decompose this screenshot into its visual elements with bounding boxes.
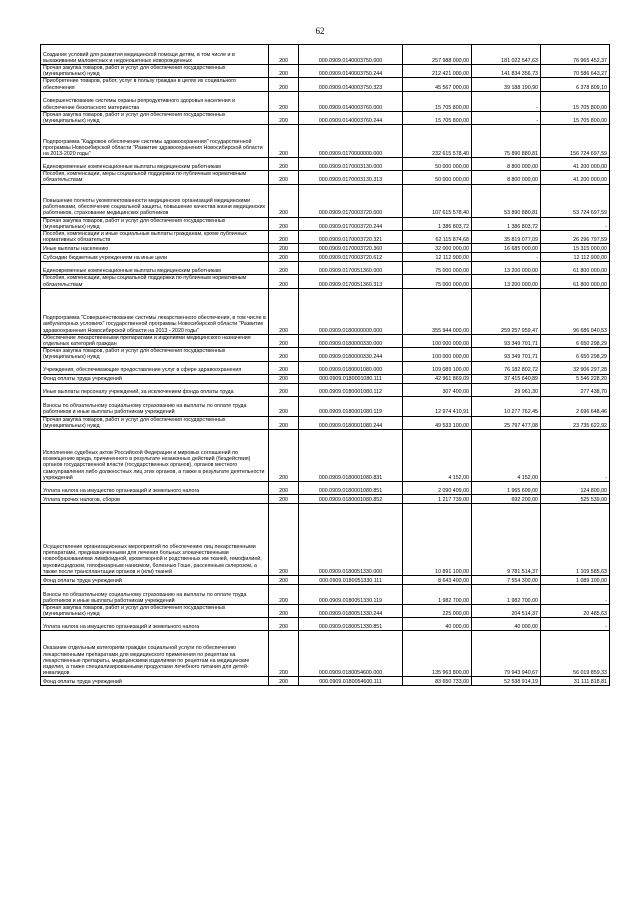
table-row [41, 288, 610, 334]
row-admin-code: 200 [269, 171, 299, 184]
row-admin-code: 200 [269, 78, 299, 91]
row-executed-amount: 75 890 880,81 [472, 125, 541, 158]
row-approved-amount: 212 421 000,00 [403, 65, 472, 78]
row-executed-amount: 13 200 000,00 [472, 275, 541, 288]
row-admin-code: 200 [269, 184, 299, 217]
row-name: Прочая закупка товаров, работ и услуг для обеспечения государственных (муниципальных) нужд [41, 348, 269, 361]
row-classification-code: 000.0909.0170003130.000 [299, 158, 403, 171]
table-row [41, 244, 610, 253]
row-classification-code: 000.0909.0170003720.000 [299, 184, 403, 217]
table-row [41, 677, 610, 686]
row-remaining-amount: 41 200 000,00 [541, 171, 610, 184]
row-remaining-amount: 61 800 000,00 [541, 275, 610, 288]
row-remaining-amount: 6 378 809,10 [541, 78, 610, 91]
row-admin-code: 200 [269, 158, 299, 171]
row-name: Уплата прочих налогов, сборов [41, 495, 269, 504]
row-executed-amount: - [472, 91, 541, 111]
row-classification-code: 000.0909.0180051330.119 [299, 585, 403, 605]
row-classification-code: 000.0909.0180051330.000 [299, 504, 403, 576]
row-classification-code: 000.0909.0170003720.321 [299, 231, 403, 244]
row-admin-code: 200 [269, 288, 299, 334]
table-row [41, 231, 610, 244]
row-approved-amount: 1 982 700,00 [403, 585, 472, 605]
row-classification-code: 000.0909.0180000000.000 [299, 288, 403, 334]
row-name: Оказание отдельным категориям граждан социальной услуги по обеспечению лекарственными препаратами для медицинского применения по рецептам на лекарственные препараты, медицинскими изделиями по рецептам на медицинские изделия, а также специализированными продуктами лечебного питания для детей-инвалидов [41, 631, 269, 677]
row-remaining-amount: 70 586 643,27 [541, 65, 610, 78]
table-row [41, 125, 610, 158]
row-remaining-amount: 31 111 818,81 [541, 677, 610, 686]
row-executed-amount: 93 349 701,71 [472, 334, 541, 347]
row-executed-amount: 79 943 940,67 [472, 631, 541, 677]
row-remaining-amount: 6 650 298,29 [541, 348, 610, 361]
row-approved-amount: 50 000 000,00 [403, 171, 472, 184]
row-remaining-amount: 6 650 298,29 [541, 334, 610, 347]
row-name: Прочая закупка товаров, работ и услуг для обеспечения государственных (муниципальных) нужд [41, 111, 269, 124]
row-remaining-amount: - [541, 585, 610, 605]
row-executed-amount: 8 800 000,00 [472, 158, 541, 171]
row-admin-code: 200 [269, 334, 299, 347]
row-approved-amount: 15 705 800,00 [403, 91, 472, 111]
row-remaining-amount: 26 296 797,59 [541, 231, 610, 244]
row-approved-amount: 75 000 000,00 [403, 275, 472, 288]
row-remaining-amount: 12 112 900,00 [541, 253, 610, 262]
row-remaining-amount: - [541, 217, 610, 230]
row-classification-code: 000.0909.0180001080.112 [299, 383, 403, 396]
row-approved-amount: 49 533 100,00 [403, 416, 472, 429]
row-admin-code: 200 [269, 244, 299, 253]
row-classification-code: 000.0909.0180001080.851 [299, 482, 403, 495]
row-name: Совершенствование системы охраны репродуктивного здоровья населения и обеспечение безопасного материнства [41, 91, 269, 111]
row-executed-amount: 10 277 762,45 [472, 396, 541, 416]
row-classification-code: 000.0909.0170003720.244 [299, 217, 403, 230]
row-executed-amount: 259 257 959,47 [472, 288, 541, 334]
row-admin-code: 200 [269, 504, 299, 576]
row-approved-amount: 83 650 733,00 [403, 677, 472, 686]
row-approved-amount: 225 000,00 [403, 605, 472, 618]
table-row [41, 495, 610, 504]
table-row [41, 576, 610, 585]
row-approved-amount: 40 000,00 [403, 618, 472, 631]
row-name: Осуществление организационных мероприятий по обеспечению лиц лекарственными препаратами, предназначенными для лечения больных злокачественными новообразованиями лимфоидной, кроветворной и родственных им тканей, гемофилией, муковисцидозом, гипофизарным нанизмом, болезнью Гоше, рассеянным склерозом, а также после трансплантации органов и (или) тканей [41, 504, 269, 576]
table-row [41, 361, 610, 374]
row-remaining-amount: 32 906 297,28 [541, 361, 610, 374]
row-classification-code: 000.0909.0180001080.111 [299, 374, 403, 383]
row-approved-amount: 307 400,00 [403, 383, 472, 396]
row-admin-code: 200 [269, 605, 299, 618]
table-row [41, 383, 610, 396]
row-approved-amount: 10 891 100,00 [403, 504, 472, 576]
table-row [41, 184, 610, 217]
row-classification-code: 000.0909.0180000330.000 [299, 334, 403, 347]
row-name: Пособия, компенсации, меры социальной поддержки по публичным нормативным обязательствам [41, 171, 269, 184]
row-name: Взносы по обязательному социальному страхованию на выплаты по оплате труда работников и иные выплаты работникам учреждений [41, 585, 269, 605]
row-name: Уплата налога на имущество организаций и земельного налога [41, 482, 269, 495]
row-executed-amount: - [472, 111, 541, 124]
row-executed-amount: 4 152,00 [472, 430, 541, 482]
row-name: Взносы по обязательному социальному страхованию на выплаты по оплате труда работников и иные выплаты работникам учреждений [41, 396, 269, 416]
row-classification-code: 000.0909.0180000330.244 [299, 348, 403, 361]
row-approved-amount: 2 090 409,00 [403, 482, 472, 495]
row-remaining-amount: 61 800 000,00 [541, 262, 610, 275]
row-classification-code: 000.0909.0180001080.119 [299, 396, 403, 416]
row-executed-amount: 25 797 477,08 [472, 416, 541, 429]
row-approved-amount: 4 152,00 [403, 430, 472, 482]
row-classification-code: 000.0909.0180001080.244 [299, 416, 403, 429]
table-row [41, 253, 610, 262]
row-name: Субсидии бюджетным учреждениям на иные цели [41, 253, 269, 262]
table-row [41, 605, 610, 618]
row-admin-code: 200 [269, 677, 299, 686]
table-row [41, 585, 610, 605]
row-admin-code: 200 [269, 618, 299, 631]
row-remaining-amount: 2 696 648,46 [541, 396, 610, 416]
row-remaining-amount: 124 800,00 [541, 482, 610, 495]
row-approved-amount: 32 000 000,00 [403, 244, 472, 253]
row-remaining-amount: 15 315 000,00 [541, 244, 610, 253]
row-remaining-amount: 156 724 697,59 [541, 125, 610, 158]
row-approved-amount: 232 615 578,40 [403, 125, 472, 158]
row-remaining-amount: 5 546 228,20 [541, 374, 610, 383]
row-executed-amount: 1 965 609,00 [472, 482, 541, 495]
row-admin-code: 200 [269, 383, 299, 396]
row-remaining-amount: 1 089 100,00 [541, 576, 610, 585]
row-admin-code: 200 [269, 253, 299, 262]
row-approved-amount: 15 705 800,00 [403, 111, 472, 124]
row-admin-code: 200 [269, 495, 299, 504]
row-classification-code: 000.0909.0140003750.000 [299, 45, 403, 65]
table-row [41, 631, 610, 677]
row-classification-code: 000.0909.0180051330.111 [299, 576, 403, 585]
row-name: Фонд оплаты труда учреждений [41, 576, 269, 585]
row-classification-code: 000.0909.0170003720.612 [299, 253, 403, 262]
page-number: 62 [315, 26, 325, 36]
row-executed-amount: 53 890 880,81 [472, 184, 541, 217]
row-approved-amount: 100 000 000,00 [403, 334, 472, 347]
row-admin-code: 200 [269, 631, 299, 677]
row-approved-amount: 12 112 900,00 [403, 253, 472, 262]
row-remaining-amount: 41 200 000,00 [541, 158, 610, 171]
row-remaining-amount: - [541, 430, 610, 482]
row-executed-amount: 52 538 914,19 [472, 677, 541, 686]
row-classification-code: 000.0909.0170003720.360 [299, 244, 403, 253]
table-row [41, 396, 610, 416]
row-approved-amount: 62 115 874,68 [403, 231, 472, 244]
table-row [41, 348, 610, 361]
row-executed-amount: 29 961,30 [472, 383, 541, 396]
row-classification-code: 000.0909.0170003130.313 [299, 171, 403, 184]
row-classification-code: 000.0909.0180001080.000 [299, 361, 403, 374]
row-admin-code: 200 [269, 217, 299, 230]
row-remaining-amount: 525 539,00 [541, 495, 610, 504]
row-executed-amount: 204 514,37 [472, 605, 541, 618]
table-row [41, 171, 610, 184]
row-remaining-amount: 15 705 800,00 [541, 111, 610, 124]
row-approved-amount: 42 961 869,09 [403, 374, 472, 383]
row-remaining-amount: 53 724 697,59 [541, 184, 610, 217]
row-executed-amount: 1 982 700,00 [472, 585, 541, 605]
row-admin-code: 200 [269, 576, 299, 585]
row-name: Обеспечение лекарственными препаратами и изделиями медицинского назначения отдельных категорий граждан [41, 334, 269, 347]
row-approved-amount: 257 988 000,00 [403, 45, 472, 65]
row-remaining-amount: 23 735 622,92 [541, 416, 610, 429]
row-executed-amount: 8 800 000,00 [472, 171, 541, 184]
row-classification-code: 000.0909.0170051360.313 [299, 275, 403, 288]
row-name: Приобретение товаров, работ, услуг в пользу граждан в целях их социального обеспечения [41, 78, 269, 91]
row-approved-amount: 45 567 000,00 [403, 78, 472, 91]
row-remaining-amount: 277 438,70 [541, 383, 610, 396]
row-executed-amount: 39 188 190,90 [472, 78, 541, 91]
table-row [41, 374, 610, 383]
row-approved-amount: 50 000 000,00 [403, 158, 472, 171]
row-admin-code: 200 [269, 348, 299, 361]
row-admin-code: 200 [269, 585, 299, 605]
row-approved-amount: 8 643 400,00 [403, 576, 472, 585]
table-row [41, 504, 610, 576]
row-admin-code: 200 [269, 430, 299, 482]
table-row [41, 91, 610, 111]
row-approved-amount: 355 944 000,00 [403, 288, 472, 334]
row-executed-amount: 40 000,00 [472, 618, 541, 631]
row-approved-amount: 135 963 800,00 [403, 631, 472, 677]
row-classification-code: 000.0909.0140003760.244 [299, 111, 403, 124]
row-classification-code: 000.0909.0180001080.831 [299, 430, 403, 482]
table-row [41, 111, 610, 124]
row-name: Иные выплаты населению [41, 244, 269, 253]
row-remaining-amount: 15 705 800,00 [541, 91, 610, 111]
table-row [41, 618, 610, 631]
row-name: Прочая закупка товаров, работ и услуг для обеспечения государственных (муниципальных) нужд [41, 217, 269, 230]
table-row [41, 430, 610, 482]
row-classification-code: 000.0909.0170051360.000 [299, 262, 403, 275]
row-name: Фонд оплаты труда учреждений [41, 374, 269, 383]
row-remaining-amount: 56 019 859,33 [541, 631, 610, 677]
row-executed-amount: 35 819 077,09 [472, 231, 541, 244]
row-name: Создание условий для развития медицинской помощи детям, в том числе и в выхаживании маловесных и недоношенных новорожденных [41, 45, 269, 65]
row-executed-amount: 37 415 640,89 [472, 374, 541, 383]
row-name: Учреждения, обеспечивающие предоставление услуг в сфере здравоохранения [41, 361, 269, 374]
row-classification-code: 000.0909.0170000000.000 [299, 125, 403, 158]
row-admin-code: 200 [269, 416, 299, 429]
row-admin-code: 200 [269, 262, 299, 275]
table-row [41, 416, 610, 429]
table-row [41, 158, 610, 171]
row-admin-code: 200 [269, 374, 299, 383]
row-classification-code: 000.0909.0180001080.852 [299, 495, 403, 504]
row-name: Повышение полноты укомплектованности медицинских организаций медицинскими работниками, обеспечение социальной защиты, повышение качества жизни медицинских работников, страхование медицинских работников [41, 184, 269, 217]
row-name: Пособия, компенсации и иные социальные выплаты гражданам, кроме публичных нормативных обязательств [41, 231, 269, 244]
row-remaining-amount: 20 485,63 [541, 605, 610, 618]
row-executed-amount: 16 685 000,00 [472, 244, 541, 253]
table-row [41, 334, 610, 347]
row-name: Прочая закупка товаров, работ и услуг для обеспечения государственных (муниципальных) нужд [41, 605, 269, 618]
row-name: Фонд оплаты труда учреждений [41, 677, 269, 686]
row-admin-code: 200 [269, 361, 299, 374]
row-admin-code: 200 [269, 91, 299, 111]
table-row [41, 78, 610, 91]
table-row [41, 45, 610, 65]
row-classification-code: 000.0909.0140003750.323 [299, 78, 403, 91]
row-executed-amount: 141 834 356,73 [472, 65, 541, 78]
row-classification-code: 000.0909.0140003750.244 [299, 65, 403, 78]
row-executed-amount: 692 200,00 [472, 495, 541, 504]
row-name: Прочая закупка товаров, работ и услуг для обеспечения государственных (муниципальных) нужд [41, 416, 269, 429]
row-executed-amount: - [472, 253, 541, 262]
row-classification-code: 000.0909.0180054600.111 [299, 677, 403, 686]
row-remaining-amount: 1 109 585,63 [541, 504, 610, 576]
table-row [41, 275, 610, 288]
row-executed-amount: 13 200 000,00 [472, 262, 541, 275]
row-approved-amount: 100 000 000,00 [403, 348, 472, 361]
row-approved-amount: 109 089 100,00 [403, 361, 472, 374]
table-row [41, 217, 610, 230]
row-classification-code: 000.0909.0140003760.000 [299, 91, 403, 111]
row-name: Пособия, компенсации, меры социальной поддержки по публичным нормативным обязательствам [41, 275, 269, 288]
row-name: Уплата налога на имущество организаций и земельного налога [41, 618, 269, 631]
row-admin-code: 200 [269, 482, 299, 495]
row-name: Исполнение судебных актов Российской Федерации и мировых соглашений по возмещению вреда, причиненного в результате незаконных действий (бездействия) органов государственной власти (государственных органов), органов местного самоуправления либо должностных лиц этих органов, а также в результате деятельности учреждений [41, 430, 269, 482]
row-executed-amount: 76 182 802,72 [472, 361, 541, 374]
row-admin-code: 200 [269, 65, 299, 78]
row-approved-amount: 75 000 000,00 [403, 262, 472, 275]
row-remaining-amount: 96 686 040,53 [541, 288, 610, 334]
row-executed-amount: 1 386 803,72 [472, 217, 541, 230]
row-classification-code: 000.0909.0180054600.000 [299, 631, 403, 677]
row-name: Иные выплаты персоналу учреждений, за исключением фонда оплаты труда [41, 383, 269, 396]
row-approved-amount: 1 217 739,00 [403, 495, 472, 504]
row-executed-amount: 9 781 514,37 [472, 504, 541, 576]
budget-execution-table [40, 44, 610, 686]
row-classification-code: 000.0909.0180051330.851 [299, 618, 403, 631]
row-name: Единовременные компенсационные выплаты медицинским работникам [41, 158, 269, 171]
row-admin-code: 200 [269, 396, 299, 416]
row-name: Единовременные компенсационные выплаты медицинским работникам [41, 262, 269, 275]
row-admin-code: 200 [269, 231, 299, 244]
row-approved-amount: 1 386 803,72 [403, 217, 472, 230]
row-executed-amount: 181 022 547,63 [472, 45, 541, 65]
row-admin-code: 200 [269, 125, 299, 158]
row-admin-code: 200 [269, 111, 299, 124]
row-approved-amount: 107 615 578,40 [403, 184, 472, 217]
table-row [41, 65, 610, 78]
row-admin-code: 200 [269, 45, 299, 65]
row-executed-amount: 93 349 701,71 [472, 348, 541, 361]
table-row [41, 482, 610, 495]
row-classification-code: 000.0909.0180051330.244 [299, 605, 403, 618]
row-name: Подпрограмма "Кадровое обеспечение системы здравоохранения" государственной программы Новосибирской области "Развитие здравоохранения Новосибирской области на 2013-2020 годы" [41, 125, 269, 158]
row-approved-amount: 12 974 410,91 [403, 396, 472, 416]
row-admin-code: 200 [269, 275, 299, 288]
row-executed-amount: 7 554 300,00 [472, 576, 541, 585]
row-name: Прочая закупка товаров, работ и услуг для обеспечения государственных (муниципальных) нужд [41, 65, 269, 78]
row-remaining-amount: - [541, 618, 610, 631]
row-name: Подпрограмма "Совершенствование системы лекарственного обеспечения, в том числе в амбулаторных условиях" государственной программы Новосибирской области "Развитие здравоохранения Новосибирской области на 2013 - 2020 годы" [41, 288, 269, 334]
row-remaining-amount: 76 965 452,37 [541, 45, 610, 65]
table-row [41, 262, 610, 275]
